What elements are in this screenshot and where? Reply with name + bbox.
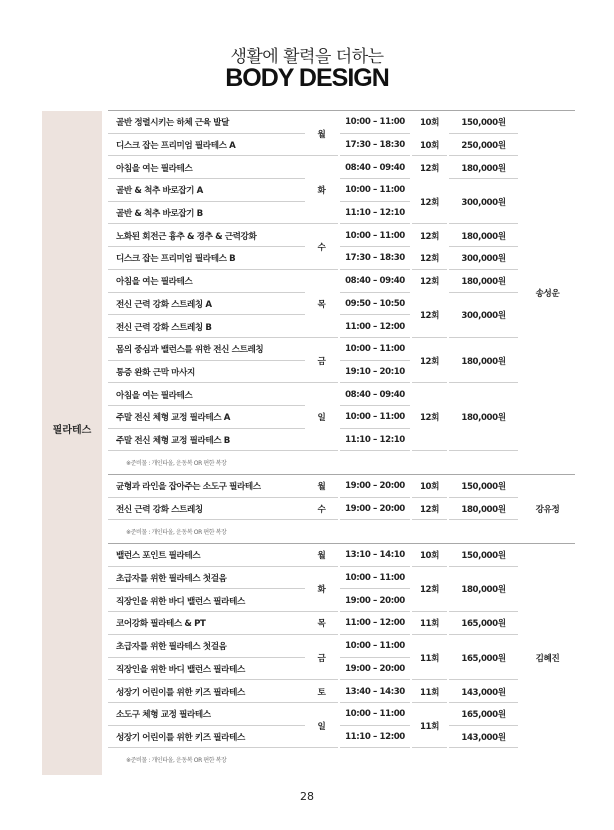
table-row xyxy=(108,475,575,498)
class-time: 19:00 – 20:00 xyxy=(338,658,412,681)
class-price: 165,000원 xyxy=(447,703,520,726)
class-time: 08:40 – 09:40 xyxy=(338,270,412,293)
day-cell: 수 xyxy=(305,498,338,521)
class-price: 180,000원 xyxy=(447,498,520,521)
class-price: 143,000원 xyxy=(447,726,520,749)
session-count: 11회 xyxy=(412,680,447,703)
session-count: 12회 xyxy=(412,293,447,338)
table-row xyxy=(108,567,575,590)
class-name: 초급자를 위한 필라테스 첫걸음 xyxy=(108,635,305,658)
class-price: 150,000원 xyxy=(447,544,520,567)
session-count: 12회 xyxy=(412,179,447,224)
class-price: 180,000원 xyxy=(447,224,520,247)
page-subtitle: 생활에 활력을 더하는 xyxy=(230,47,384,67)
class-time: 10:00 – 11:00 xyxy=(338,179,412,202)
class-time: 13:10 – 14:10 xyxy=(338,544,412,567)
class-price: 143,000원 xyxy=(447,680,520,703)
table-row xyxy=(108,703,575,726)
session-count: 12회 xyxy=(419,277,440,288)
class-time: 13:40 – 14:30 xyxy=(338,680,412,703)
session-count: 11회 xyxy=(412,703,447,748)
class-time: 11:00 – 12:00 xyxy=(338,315,412,338)
day-cell: 월 xyxy=(305,544,338,567)
class-time: 10:00 – 11:00 xyxy=(338,567,412,590)
instructor-name: 김혜진 xyxy=(520,544,575,771)
table-row xyxy=(108,635,575,658)
class-name: 아침을 여는 필라테스 xyxy=(108,383,305,406)
day-cell: 목 xyxy=(305,270,338,338)
instructor-name: 강유정 xyxy=(520,475,575,544)
class-price: 165,000원 xyxy=(447,635,520,680)
note-row xyxy=(108,520,575,543)
session-count: 12회 xyxy=(412,498,447,521)
table-row xyxy=(108,680,575,703)
class-time: 19:00 – 20:00 xyxy=(338,498,412,521)
category-text: 필라테스 xyxy=(52,424,92,436)
class-price: 180,000원 xyxy=(447,383,520,451)
table-row xyxy=(108,498,575,521)
session-count: 10회 xyxy=(412,475,447,498)
class-price: 150,000원 xyxy=(447,475,520,498)
preparation-note: ※준비물 : 개인타올, 운동복 OR 편한 복장 xyxy=(126,529,227,537)
day-cell: 목 xyxy=(305,612,338,635)
class-name: 아침을 여는 필라테스 xyxy=(108,156,305,179)
day-cell: 금 xyxy=(305,338,338,383)
table-row xyxy=(108,134,575,157)
session-count: 11회 xyxy=(412,612,447,635)
class-name: 골반 정렬시키는 하체 근육 발달 xyxy=(108,111,305,134)
class-time: 19:10 – 20:10 xyxy=(338,361,412,384)
day-cell: 화 xyxy=(305,567,338,612)
class-name: 몸의 중심과 밸런스를 위한 전신 스트레칭 xyxy=(108,338,305,361)
class-time: 11:10 – 12:00 xyxy=(338,726,412,749)
class-price: 180,000원 xyxy=(447,338,520,383)
table-row xyxy=(108,338,575,361)
note-row xyxy=(108,748,575,771)
class-time: 11:00 – 12:00 xyxy=(338,612,412,635)
table-row xyxy=(108,612,575,635)
class-time: 17:30 – 18:30 xyxy=(338,134,412,157)
class-name: 디스크 잡는 프리미엄 필라테스 A xyxy=(108,134,305,157)
class-name: 전신 근력 강화 스트레칭 A xyxy=(108,293,305,316)
class-time: 08:40 – 09:40 xyxy=(338,156,412,179)
session-count: 12회 xyxy=(412,567,447,612)
class-time: 10:00 – 11:00 xyxy=(338,406,412,429)
class-name: 초급자를 위한 필라테스 첫걸음 xyxy=(108,567,305,590)
class-name: 주말 전신 체형 교정 필라테스 B xyxy=(108,429,305,452)
table-row xyxy=(108,247,575,270)
page-title: BODY DESIGN xyxy=(225,64,389,92)
class-name: 골반 & 척추 바로잡기 B xyxy=(108,202,305,225)
class-time: 10:00 – 11:00 xyxy=(338,338,412,361)
class-name: 균형과 라인을 잡아주는 소도구 필라테스 xyxy=(108,475,305,498)
class-name: 소도구 체형 교정 필라테스 xyxy=(108,703,305,726)
class-name: 노화된 회전근 흉추 & 경추 & 근력강화 xyxy=(108,224,305,247)
class-time: 19:00 – 20:00 xyxy=(338,475,412,498)
table-row xyxy=(108,111,575,134)
day-cell: 수 xyxy=(305,224,338,269)
class-time: 19:00 – 20:00 xyxy=(338,589,412,612)
table-row xyxy=(108,383,575,406)
class-time: 10:00 – 11:00 xyxy=(338,224,412,247)
class-name: 코어강화 필라테스 & PT xyxy=(108,612,305,635)
class-name: 주말 전신 체형 교정 필라테스 A xyxy=(108,406,305,429)
class-price: 300,000원 xyxy=(447,247,520,270)
session-count: 12회 xyxy=(419,231,440,242)
class-time: 17:30 – 18:30 xyxy=(338,247,412,270)
class-price: 300,000원 xyxy=(447,293,520,338)
session-count: 12회 xyxy=(412,247,447,270)
class-time: 10:00 – 11:00 xyxy=(338,635,412,658)
class-price: 150,000원 xyxy=(447,111,520,134)
class-time: 09:50 – 10:50 xyxy=(338,293,412,316)
class-time: 10:00 – 11:00 xyxy=(338,703,412,726)
class-price: 180,000원 xyxy=(447,270,520,293)
instructor-name: 송성운 xyxy=(520,111,575,475)
class-price: 300,000원 xyxy=(447,179,520,224)
day-cell: 토 xyxy=(305,680,338,703)
session-count: 10회 xyxy=(412,111,447,134)
class-price: 180,000원 xyxy=(447,567,520,612)
class-price: 250,000원 xyxy=(447,134,520,157)
note-row xyxy=(108,451,575,474)
class-name: 전신 근력 강화 스트레칭 B xyxy=(108,315,305,338)
page-number: 28 xyxy=(300,790,314,803)
class-name: 성장기 어린이를 위한 키즈 필라테스 xyxy=(108,726,305,749)
table-row xyxy=(108,224,575,247)
class-name: 디스크 잡는 프리미엄 필라테스 B xyxy=(108,247,305,270)
table-row xyxy=(108,726,575,749)
table-row xyxy=(108,544,575,567)
class-price: 165,000원 xyxy=(447,612,520,635)
class-name: 밸런스 포인트 필라테스 xyxy=(108,544,305,567)
class-name: 직장인을 위한 바디 밸런스 필라테스 xyxy=(108,589,305,612)
day-cell: 일 xyxy=(305,703,338,748)
class-name: 통증 완화 근막 마사지 xyxy=(108,361,305,384)
table-row xyxy=(108,156,575,179)
session-count: 11회 xyxy=(412,635,447,680)
preparation-note: ※준비물 : 개인타올, 운동복 OR 편한 복장 xyxy=(126,757,227,765)
day-cell: 월 xyxy=(305,111,338,157)
category-label xyxy=(42,111,102,775)
class-time: 08:40 – 09:40 xyxy=(338,383,412,406)
class-name: 골반 & 척추 바로잡기 A xyxy=(108,179,305,202)
session-count: 12회 xyxy=(412,338,447,383)
session-count: 10회 xyxy=(412,134,447,157)
class-time: 10:00 – 11:00 xyxy=(338,111,412,134)
session-count: 10회 xyxy=(412,544,447,567)
class-time: 11:10 – 12:10 xyxy=(338,202,412,225)
preparation-note: ※준비물 : 개인타올, 운동복 OR 편한 복장 xyxy=(126,460,227,468)
day-cell: 화 xyxy=(305,156,338,224)
session-count: 12회 xyxy=(412,383,447,451)
table-row xyxy=(108,270,575,293)
class-price: 180,000원 xyxy=(447,156,520,179)
class-name: 직장인을 위한 바디 밸런스 필라테스 xyxy=(108,658,305,681)
day-cell: 금 xyxy=(305,635,338,680)
table-row xyxy=(108,293,575,316)
class-name: 성장기 어린이를 위한 키즈 필라테스 xyxy=(108,680,305,703)
class-name: 아침을 여는 필라테스 xyxy=(108,270,305,293)
session-count: 12회 xyxy=(419,163,440,174)
day-cell: 월 xyxy=(305,475,338,498)
day-cell: 일 xyxy=(305,383,338,451)
table-row xyxy=(108,179,575,202)
schedule-table xyxy=(108,110,575,771)
class-name: 전신 근력 강화 스트레칭 xyxy=(108,498,305,521)
class-time: 11:10 – 12:10 xyxy=(338,429,412,452)
